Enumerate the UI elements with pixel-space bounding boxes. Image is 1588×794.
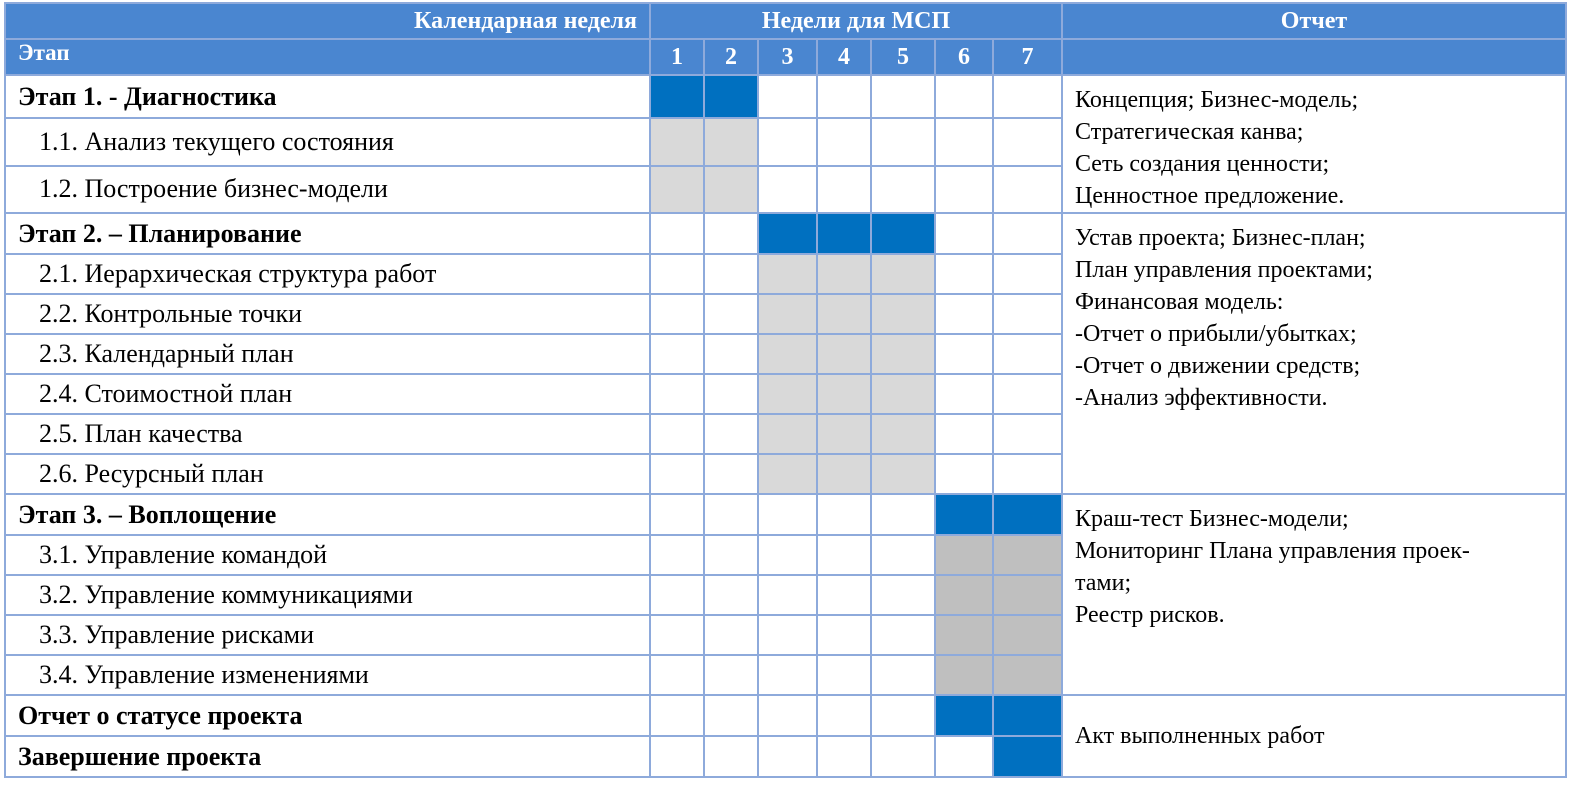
week-header-1: 1 <box>650 39 704 75</box>
report-line: Акт выполненных работ <box>1075 723 1325 749</box>
stage-row <box>5 494 1566 535</box>
report-line: Концепция; Бизнес-модель; <box>1075 87 1359 113</box>
report-header: Отчет <box>1062 3 1566 39</box>
gantt-empty-cell <box>758 535 817 575</box>
week-header-5: 5 <box>871 39 935 75</box>
task-label: 2.5. План качества <box>5 414 650 454</box>
gantt-bar-cell <box>817 454 871 494</box>
gantt-empty-cell <box>758 615 817 655</box>
gantt-bar-cell <box>935 494 993 535</box>
gantt-empty-cell <box>704 494 758 535</box>
task-label: 2.1. Иерархическая структура работ <box>5 254 650 294</box>
gantt-bar-cell <box>993 655 1062 695</box>
gantt-empty-cell <box>817 118 871 165</box>
gantt-empty-cell <box>935 75 993 118</box>
gantt-empty-cell <box>650 213 704 254</box>
gantt-empty-cell <box>993 414 1062 454</box>
gantt-empty-cell <box>650 254 704 294</box>
gantt-empty-cell <box>704 334 758 374</box>
gantt-empty-cell <box>650 414 704 454</box>
gantt-empty-cell <box>650 615 704 655</box>
gantt-bar-cell <box>650 166 704 213</box>
task-label: 3.4. Управление изменениями <box>5 655 650 695</box>
week-header-4: 4 <box>817 39 871 75</box>
gantt-bar-cell <box>817 254 871 294</box>
gantt-empty-cell <box>704 294 758 334</box>
gantt-empty-cell <box>758 575 817 615</box>
gantt-empty-cell <box>871 575 935 615</box>
gantt-empty-cell <box>871 75 935 118</box>
gantt-empty-cell <box>650 655 704 695</box>
stage-label: Отчет о статусе проекта <box>5 695 650 736</box>
gantt-bar-cell <box>704 166 758 213</box>
gantt-empty-cell <box>758 736 817 777</box>
gantt-empty-cell <box>993 75 1062 118</box>
gantt-empty-cell <box>704 374 758 414</box>
gantt-empty-cell <box>704 736 758 777</box>
gantt-empty-cell <box>650 494 704 535</box>
gantt-bar-cell <box>871 374 935 414</box>
report-line: Стратегическая канва; <box>1075 119 1304 145</box>
gantt-empty-cell <box>758 118 817 165</box>
gantt-bar-cell <box>871 294 935 334</box>
gantt-empty-cell <box>817 615 871 655</box>
gantt-bar-cell <box>993 695 1062 736</box>
report-line: Краш-тест Бизнес-модели; <box>1075 506 1349 532</box>
gantt-empty-cell <box>817 494 871 535</box>
gantt-empty-cell <box>758 75 817 118</box>
gantt-bar-cell <box>871 254 935 294</box>
calendar-week-header: Календарная неделя <box>5 3 650 39</box>
gantt-empty-cell <box>758 655 817 695</box>
gantt-empty-cell <box>817 166 871 213</box>
gantt-bar-cell <box>935 535 993 575</box>
gantt-bar-cell <box>758 414 817 454</box>
gantt-empty-cell <box>935 294 993 334</box>
task-label: 2.6. Ресурсный план <box>5 454 650 494</box>
week-header-2: 2 <box>704 39 758 75</box>
gantt-empty-cell <box>758 494 817 535</box>
report-line: Устав проекта; Бизнес-план; <box>1075 225 1366 251</box>
gantt-bar-cell <box>871 414 935 454</box>
gantt-empty-cell <box>817 736 871 777</box>
report-line: Финансовая модель: <box>1075 289 1284 315</box>
gantt-empty-cell <box>758 166 817 213</box>
gantt-bar-cell <box>817 414 871 454</box>
gantt-bar-cell <box>935 615 993 655</box>
report-line: План управления проектами; <box>1075 257 1373 283</box>
report-line: -Отчет о движении средств; <box>1075 353 1361 379</box>
gantt-empty-cell <box>935 736 993 777</box>
task-label: 3.3. Управление рисками <box>5 615 650 655</box>
week-header-3: 3 <box>758 39 817 75</box>
gantt-bar-cell <box>993 494 1062 535</box>
gantt-empty-cell <box>993 166 1062 213</box>
gantt-empty-cell <box>650 695 704 736</box>
stage-row <box>5 213 1566 254</box>
gantt-empty-cell <box>935 254 993 294</box>
gantt-empty-cell <box>993 118 1062 165</box>
gantt-body <box>5 75 1566 777</box>
stage-label: Этап 2. – Планирование <box>5 213 650 254</box>
gantt-empty-cell <box>650 294 704 334</box>
report-line: -Анализ эффективности. <box>1075 385 1328 411</box>
week-header-6: 6 <box>935 39 993 75</box>
gantt-bar-cell <box>758 294 817 334</box>
task-label: 2.2. Контрольные точки <box>5 294 650 334</box>
gantt-empty-cell <box>871 695 935 736</box>
report-line: Сеть создания ценности; <box>1075 151 1330 177</box>
gantt-empty-cell <box>704 655 758 695</box>
gantt-empty-cell <box>704 695 758 736</box>
gantt-bar-cell <box>817 334 871 374</box>
task-label: 1.2. Построение бизнес-модели <box>5 166 650 213</box>
gantt-bar-cell <box>935 695 993 736</box>
gantt-bar-cell <box>935 575 993 615</box>
gantt-empty-cell <box>993 454 1062 494</box>
gantt-bar-cell <box>817 294 871 334</box>
gantt-empty-cell <box>704 615 758 655</box>
stage-label: Этап 3. – Воплощение <box>5 494 650 535</box>
gantt-empty-cell <box>650 736 704 777</box>
gantt-empty-cell <box>758 695 817 736</box>
report-cell <box>1062 213 1566 494</box>
task-label: 3.2. Управление коммуникациями <box>5 575 650 615</box>
gantt-empty-cell <box>817 695 871 736</box>
header-row-1 <box>5 3 1566 39</box>
gantt-empty-cell <box>704 575 758 615</box>
gantt-bar-cell <box>817 374 871 414</box>
gantt-bar-cell <box>758 254 817 294</box>
stage-header: Этап <box>5 39 650 75</box>
gantt-empty-cell <box>817 575 871 615</box>
gantt-bar-cell <box>935 655 993 695</box>
task-label: 1.1. Анализ текущего состояния <box>5 118 650 165</box>
gantt-bar-cell <box>704 118 758 165</box>
gantt-bar-cell <box>871 334 935 374</box>
gantt-empty-cell <box>993 213 1062 254</box>
gantt-empty-cell <box>935 334 993 374</box>
stage-row <box>5 75 1566 118</box>
gantt-bar-cell <box>650 75 704 118</box>
stage-label: Завершение проекта <box>5 736 650 777</box>
gantt-empty-cell <box>935 374 993 414</box>
gantt-empty-cell <box>935 118 993 165</box>
report-cell <box>1062 494 1566 695</box>
report-line: Реестр рисков. <box>1075 602 1225 628</box>
gantt-bar-cell <box>993 535 1062 575</box>
gantt-bar-cell <box>758 334 817 374</box>
gantt-empty-cell <box>704 254 758 294</box>
task-label: 3.1. Управление командой <box>5 535 650 575</box>
gantt-empty-cell <box>650 535 704 575</box>
gantt-empty-cell <box>871 494 935 535</box>
gantt-empty-cell <box>871 535 935 575</box>
task-label: 2.3. Календарный план <box>5 334 650 374</box>
gantt-bar-cell <box>758 454 817 494</box>
gantt-empty-cell <box>993 294 1062 334</box>
gantt-empty-cell <box>650 334 704 374</box>
report-line: -Отчет о прибыли/убытках; <box>1075 321 1357 347</box>
gantt-empty-cell <box>871 166 935 213</box>
gantt-empty-cell <box>935 213 993 254</box>
gantt-empty-cell <box>993 374 1062 414</box>
gantt-bar-cell <box>704 75 758 118</box>
gantt-empty-cell <box>704 414 758 454</box>
gantt-empty-cell <box>817 75 871 118</box>
report-line: Мониторинг Плана управления проек- <box>1075 538 1470 564</box>
gantt-empty-cell <box>650 374 704 414</box>
report-line: тами; <box>1075 570 1132 596</box>
header-row-2 <box>5 39 1566 75</box>
gantt-bar-cell <box>871 213 935 254</box>
gantt-empty-cell <box>935 166 993 213</box>
gantt-bar-cell <box>650 118 704 165</box>
week-header-7: 7 <box>993 39 1062 75</box>
gantt-empty-cell <box>993 254 1062 294</box>
gantt-empty-cell <box>704 454 758 494</box>
stage-row <box>5 695 1566 736</box>
gantt-bar-cell <box>993 615 1062 655</box>
gantt-empty-cell <box>650 454 704 494</box>
report-cell <box>1062 75 1566 213</box>
gantt-empty-cell <box>817 655 871 695</box>
gantt-empty-cell <box>817 535 871 575</box>
gantt-empty-cell <box>935 454 993 494</box>
gantt-empty-cell <box>704 213 758 254</box>
gantt-bar-cell <box>993 736 1062 777</box>
gantt-bar-cell <box>758 374 817 414</box>
task-label: 2.4. Стоимостной план <box>5 374 650 414</box>
gantt-bar-cell <box>758 213 817 254</box>
gantt-bar-cell <box>871 454 935 494</box>
stage-label: Этап 1. - Диагностика <box>5 75 650 118</box>
gantt-empty-cell <box>650 575 704 615</box>
gantt-empty-cell <box>704 535 758 575</box>
gantt-bar-cell <box>993 575 1062 615</box>
gantt-empty-cell <box>935 414 993 454</box>
report-line: Ценностное предложение. <box>1075 183 1345 209</box>
gantt-empty-cell <box>871 736 935 777</box>
gantt-table <box>4 2 1567 778</box>
gantt-empty-cell <box>871 655 935 695</box>
gantt-empty-cell <box>993 334 1062 374</box>
gantt-empty-cell <box>871 118 935 165</box>
report-cell <box>1062 695 1566 777</box>
weeks-group-header: Недели для МСП <box>650 3 1062 39</box>
gantt-empty-cell <box>871 615 935 655</box>
report-header-blank <box>1062 39 1566 75</box>
gantt-bar-cell <box>817 213 871 254</box>
